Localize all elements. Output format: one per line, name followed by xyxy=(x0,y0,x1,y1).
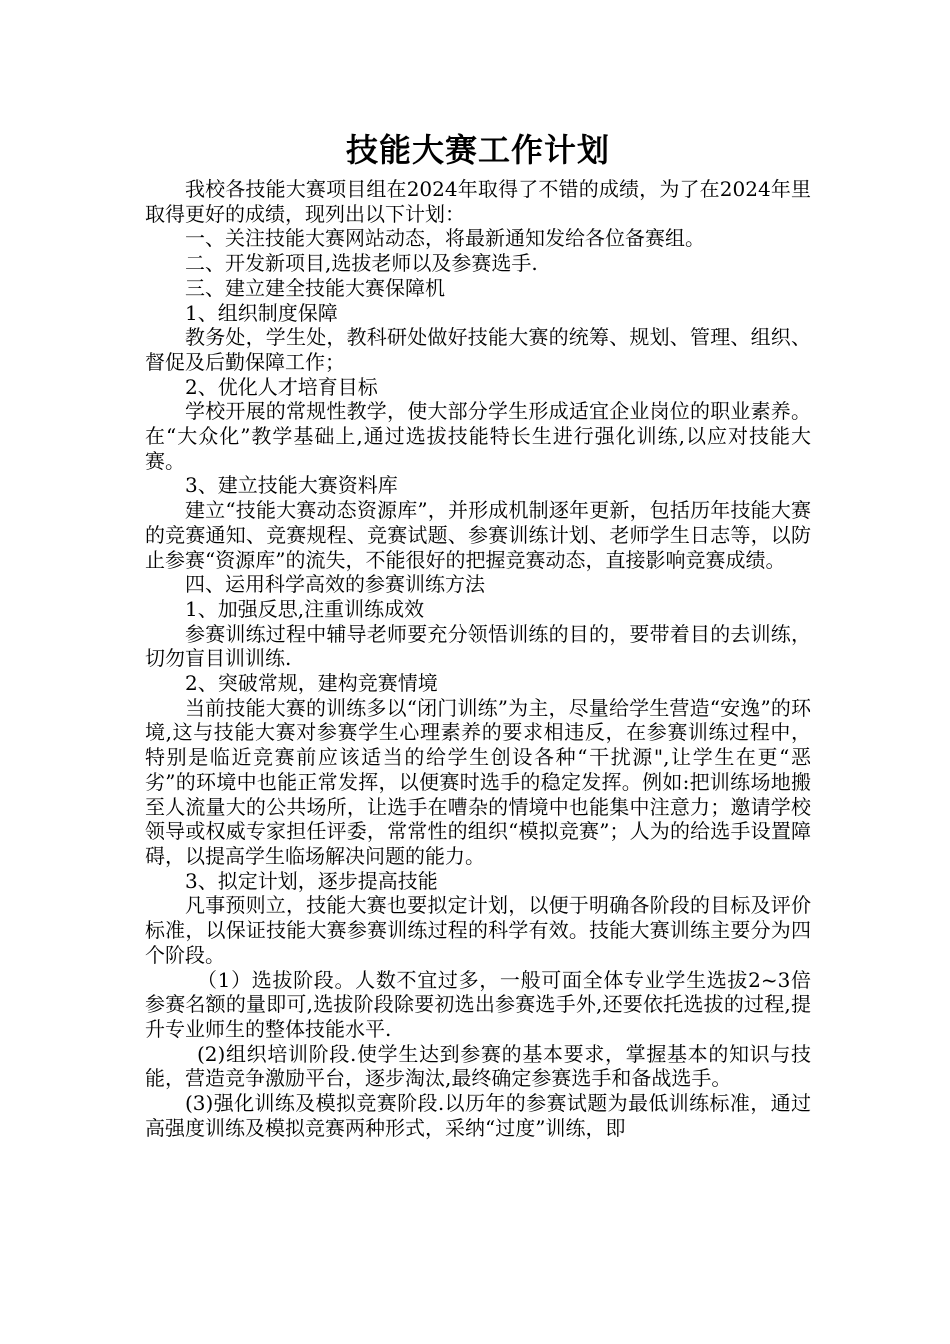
paragraph-body-3-2: 学校开展的常规性教学，使大部分学生形成适宜企业岗位的职业素养。在“大众化”教学基础上,通过选拔技能特长生进行强化训练,以应对技能大赛。 xyxy=(145,399,811,473)
paragraph-subheading-3-1: 1、组织制度保障 xyxy=(185,300,338,325)
paragraph-section-1: 一、关注技能大赛网站动态，将最新通知发给各位备赛组。 xyxy=(185,226,705,251)
paragraph-body-3-1: 教务处，学生处，教科研处做好技能大赛的统筹、规划、管理、组织、督促及后勤保障工作； xyxy=(145,325,811,374)
paragraph-intro: 我校各技能大赛项目组在2024年取得了不错的成绩，为了在2024年里取得更好的成绩，现列出以下计划： xyxy=(145,177,811,226)
paragraph-section-4: 四、运用科学高效的参赛训练方法 xyxy=(185,572,485,597)
paragraph-subheading-3-2: 2、优化人才培育目标 xyxy=(185,374,378,399)
paragraph-stage-1: （1）选拔阶段。人数不宜过多，一般可面全体专业学生选拔2~3倍参赛名额的量即可,选拔阶段除要初选出参赛选手外,还要依托选拔的过程,提升专业师生的整体技能水平. xyxy=(145,967,811,1041)
paragraph-body-4-1: 参赛训练过程中辅导老师要充分领悟训练的目的，要带着目的去训练，切勿盲目训训练. xyxy=(145,621,811,671)
paragraph-subheading-4-2: 2、突破常规，建构竞赛情境 xyxy=(185,671,438,696)
paragraph-body-4-3: 凡事预则立，技能大赛也要拟定计划，以便于明确各阶段的目标及评价标准，以保证技能大赛参赛训练过程的科学有效。技能大赛训练主要分为四个阶段。 xyxy=(145,893,811,967)
paragraph-subheading-3-3: 3、建立技能大赛资料库 xyxy=(185,473,398,498)
paragraph-subheading-4-3: 3、拟定计划，逐步提高技能 xyxy=(185,868,438,893)
paragraph-section-2: 二、开发新项目,选拔老师以及参赛选手. xyxy=(185,251,538,276)
paragraph-section-3: 三、建立建全技能大赛保障机 xyxy=(185,275,445,300)
paragraph-body-3-3: 建立“技能大赛动态资源库”，并形成机制逐年更新，包括历年技能大赛的竞赛通知、竞赛规程、竞赛试题、参赛训练计划、老师学生日志等，以防止参赛“资源库”的流失，不能很好的把握竞赛动态，直接影响竞赛成绩。 xyxy=(145,498,811,572)
paragraph-subheading-4-1: 1、加强反思,注重训练成效 xyxy=(185,596,425,621)
paragraph-stage-3: (3)强化训练及模拟竞赛阶段.以历年的参赛试题为最低训练标准，通过高强度训练及模拟竞赛两种形式，采纳“过度”训练，即 xyxy=(145,1091,811,1140)
document-page xyxy=(145,125,811,1140)
paragraph-body-4-2: 当前技能大赛的训练多以“闭门训练”为主，尽量给学生营造“安逸”的环境,这与技能大赛对参赛学生心理素养的要求相违反，在参赛训练过程中，特别是临近竞赛前应该适当的给学生创设各种“干扰源",让学生在更“恶劣”的环境中也能正常发挥，以便赛时选手的稳定发挥。例如:把训练场地搬至人流量大的公共场所，让选手在嘈杂的情境中也能集中注意力；邀请学校领导或权威专家担任评委，常常性的组织“模拟竞赛”；人为的给选手设置障碍，以提高学生临场解决问题的能力。 xyxy=(145,695,811,868)
document-title: 技能大赛工作计划 xyxy=(345,131,610,169)
paragraph-stage-2: (2)组织培训阶段.使学生达到参赛的基本要求，掌握基本的知识与技能，营造竞争激励平台，逐步淘汰,最终确定参赛选手和备战选手。 xyxy=(145,1041,811,1091)
